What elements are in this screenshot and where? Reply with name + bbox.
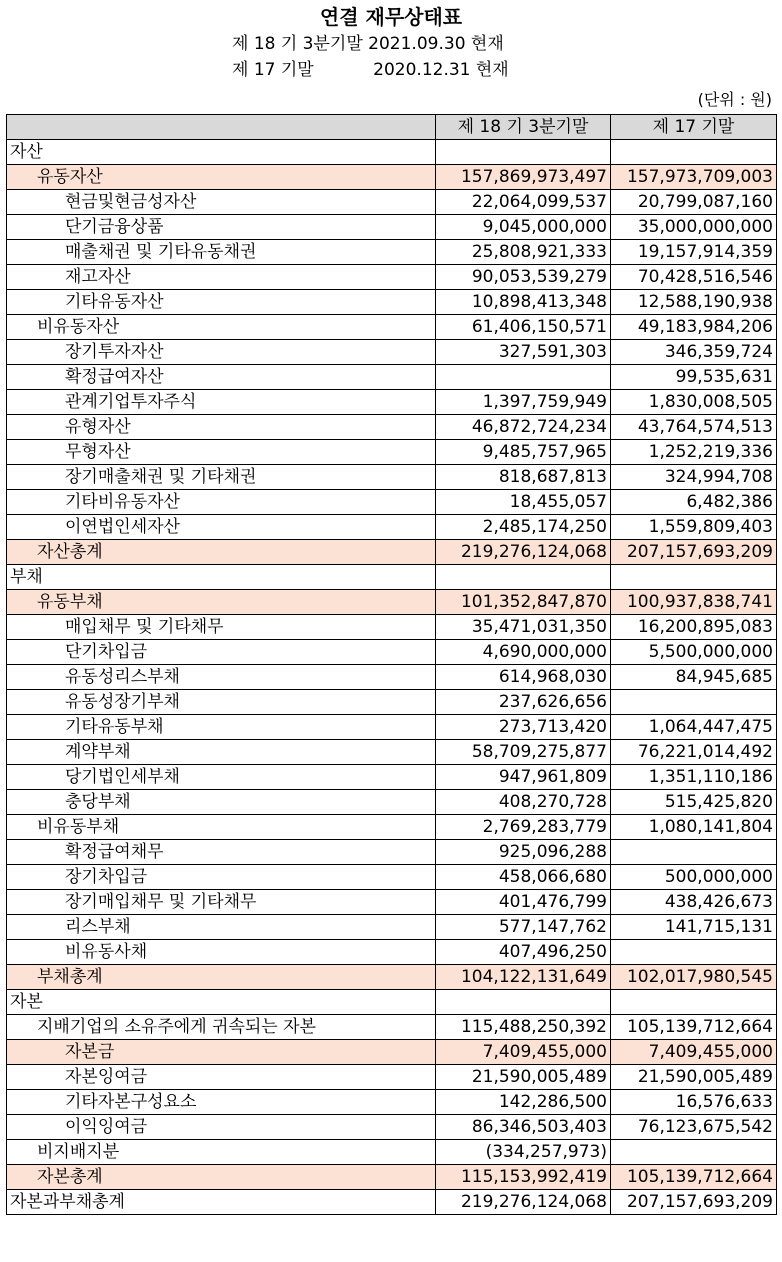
current-period-value — [436, 140, 611, 165]
current-period-value: 10,898,413,348 — [436, 290, 611, 315]
table-row — [7, 1040, 777, 1065]
prior-period-value: 105,139,712,664 — [611, 1165, 777, 1190]
table-row — [7, 1140, 777, 1165]
account-label: 자본총계 — [7, 1165, 436, 1190]
account-label: 매입채무 및 기타채무 — [7, 615, 436, 640]
current-period-value: 157,869,973,497 — [436, 165, 611, 190]
current-period-value: 1,397,759,949 — [436, 390, 611, 415]
account-label: 자본잉여금 — [7, 1065, 436, 1090]
prior-period-value — [611, 565, 777, 590]
account-label: 기타자본구성요소 — [7, 1090, 436, 1115]
prior-period-value: 19,157,914,359 — [611, 240, 777, 265]
account-label: 유동자산 — [7, 165, 436, 190]
account-label: 장기매출채권 및 기타채권 — [7, 465, 436, 490]
account-label: 자산 — [7, 140, 436, 165]
prior-period-value: 5,500,000,000 — [611, 640, 777, 665]
prior-period-value: 346,359,724 — [611, 340, 777, 365]
table-row — [7, 440, 777, 465]
prior-period-value: 76,221,014,492 — [611, 740, 777, 765]
prior-period-value: 105,139,712,664 — [611, 1015, 777, 1040]
table-row — [7, 565, 777, 590]
account-label: 유동성장기부채 — [7, 690, 436, 715]
table-row — [7, 815, 777, 840]
account-label: 비지배지분 — [7, 1140, 436, 1165]
table-row — [7, 965, 777, 990]
current-period-value: 401,476,799 — [436, 890, 611, 915]
prior-period-value: 12,588,190,938 — [611, 290, 777, 315]
current-period-value: 61,406,150,571 — [436, 315, 611, 340]
prior-period-value: 49,183,984,206 — [611, 315, 777, 340]
table-row — [7, 1190, 777, 1215]
prior-period-value: 35,000,000,000 — [611, 215, 777, 240]
table-row — [7, 640, 777, 665]
table-row — [7, 365, 777, 390]
table-row — [7, 465, 777, 490]
account-label: 리스부채 — [7, 915, 436, 940]
account-label: 이익잉여금 — [7, 1115, 436, 1140]
period-current: 제 18 기 3분기말 2021.09.30 현재 — [232, 34, 504, 54]
prior-period-value — [611, 990, 777, 1015]
account-label: 계약부채 — [7, 740, 436, 765]
current-period-value: 115,153,992,419 — [436, 1165, 611, 1190]
current-period-value: 7,409,455,000 — [436, 1040, 611, 1065]
account-label: 무형자산 — [7, 440, 436, 465]
current-period-value: 219,276,124,068 — [436, 540, 611, 565]
table-row — [7, 490, 777, 515]
prior-period-value: 141,715,131 — [611, 915, 777, 940]
account-label: 부채 — [7, 565, 436, 590]
table-row — [7, 690, 777, 715]
table-row — [7, 265, 777, 290]
account-label: 현금및현금성자산 — [7, 190, 436, 215]
table-body — [7, 140, 777, 1215]
table-row — [7, 590, 777, 615]
account-label: 기타유동자산 — [7, 290, 436, 315]
prior-period-value: 6,482,386 — [611, 490, 777, 515]
prior-period-value: 100,937,838,741 — [611, 590, 777, 615]
statement-title: 연결 재무상태표 — [319, 5, 463, 29]
account-label: 장기차입금 — [7, 865, 436, 890]
current-period-value: 2,769,283,779 — [436, 815, 611, 840]
table-row — [7, 765, 777, 790]
table-row — [7, 890, 777, 915]
unit-label: (단위 : 원) — [697, 90, 772, 109]
account-label: 재고자산 — [7, 265, 436, 290]
table-row — [7, 790, 777, 815]
prior-period-value: 438,426,673 — [611, 890, 777, 915]
current-period-value — [436, 990, 611, 1015]
current-period-value: 86,346,503,403 — [436, 1115, 611, 1140]
table-row — [7, 415, 777, 440]
prior-period-value: 76,123,675,542 — [611, 1115, 777, 1140]
account-label: 장기매입채무 및 기타채무 — [7, 890, 436, 915]
prior-period-value: 1,252,219,336 — [611, 440, 777, 465]
current-period-value: 947,961,809 — [436, 765, 611, 790]
table-row — [7, 1015, 777, 1040]
current-period-value — [436, 365, 611, 390]
current-period-value: 408,270,728 — [436, 790, 611, 815]
current-period-value: 2,485,174,250 — [436, 515, 611, 540]
header-account — [7, 115, 436, 140]
header-current-period: 제 18 기 3분기말 — [436, 115, 611, 140]
account-label: 부채총계 — [7, 965, 436, 990]
prior-period-value: 102,017,980,545 — [611, 965, 777, 990]
prior-period-value — [611, 690, 777, 715]
account-label: 단기차입금 — [7, 640, 436, 665]
prior-period-value — [611, 940, 777, 965]
prior-period-value: 99,535,631 — [611, 365, 777, 390]
account-label: 자산총계 — [7, 540, 436, 565]
table-row — [7, 1115, 777, 1140]
prior-period-value: 43,764,574,513 — [611, 415, 777, 440]
account-label: 기타비유동자산 — [7, 490, 436, 515]
current-period-value: 21,590,005,489 — [436, 1065, 611, 1090]
account-label: 비유동자산 — [7, 315, 436, 340]
account-label: 매출채권 및 기타유동채권 — [7, 240, 436, 265]
current-period-value: 18,455,057 — [436, 490, 611, 515]
current-period-value: 327,591,303 — [436, 340, 611, 365]
prior-period-value — [611, 840, 777, 865]
table-row — [7, 340, 777, 365]
table-row — [7, 390, 777, 415]
header-prior-period: 제 17 기말 — [611, 115, 777, 140]
current-period-value: 25,808,921,333 — [436, 240, 611, 265]
current-period-value — [436, 565, 611, 590]
current-period-value: 219,276,124,068 — [436, 1190, 611, 1215]
table-row — [7, 1090, 777, 1115]
account-label: 자본금 — [7, 1040, 436, 1065]
period-prior: 제 17 기말 2020.12.31 현재 — [232, 60, 509, 80]
current-period-value: 273,713,420 — [436, 715, 611, 740]
prior-period-value: 157,973,709,003 — [611, 165, 777, 190]
account-label: 확정급여자산 — [7, 365, 436, 390]
table-row — [7, 215, 777, 240]
account-label: 기타유동부채 — [7, 715, 436, 740]
prior-period-value: 7,409,455,000 — [611, 1040, 777, 1065]
prior-period-value: 1,064,447,475 — [611, 715, 777, 740]
account-label: 당기법인세부채 — [7, 765, 436, 790]
table-row — [7, 1165, 777, 1190]
current-period-value: 9,485,757,965 — [436, 440, 611, 465]
current-period-value: 22,064,099,537 — [436, 190, 611, 215]
table-row — [7, 315, 777, 340]
table-row — [7, 665, 777, 690]
current-period-value: 614,968,030 — [436, 665, 611, 690]
current-period-value: 407,496,250 — [436, 940, 611, 965]
current-period-value: 458,066,680 — [436, 865, 611, 890]
table-row — [7, 515, 777, 540]
prior-period-value: 16,576,633 — [611, 1090, 777, 1115]
account-label: 비유동부채 — [7, 815, 436, 840]
current-period-value: 577,147,762 — [436, 915, 611, 940]
prior-period-value: 207,157,693,209 — [611, 540, 777, 565]
header-row — [7, 115, 777, 140]
account-label: 자본과부채총계 — [7, 1190, 436, 1215]
current-period-value: 90,053,539,279 — [436, 265, 611, 290]
prior-period-value: 500,000,000 — [611, 865, 777, 890]
prior-period-value — [611, 140, 777, 165]
current-period-value: 46,872,724,234 — [436, 415, 611, 440]
account-label: 비유동사채 — [7, 940, 436, 965]
account-label: 자본 — [7, 990, 436, 1015]
table-row — [7, 1065, 777, 1090]
table-row — [7, 915, 777, 940]
table-row — [7, 140, 777, 165]
account-label: 유형자산 — [7, 415, 436, 440]
account-label: 유동성리스부채 — [7, 665, 436, 690]
account-label: 충당부채 — [7, 790, 436, 815]
table-row — [7, 990, 777, 1015]
table-row — [7, 165, 777, 190]
prior-period-value: 16,200,895,083 — [611, 615, 777, 640]
current-period-value: 4,690,000,000 — [436, 640, 611, 665]
current-period-value: 237,626,656 — [436, 690, 611, 715]
prior-period-value: 324,994,708 — [611, 465, 777, 490]
prior-period-value: 70,428,516,546 — [611, 265, 777, 290]
prior-period-value: 1,559,809,403 — [611, 515, 777, 540]
table-row — [7, 190, 777, 215]
account-label: 지배기업의 소유주에게 귀속되는 자본 — [7, 1015, 436, 1040]
table-row — [7, 540, 777, 565]
prior-period-value: 1,830,008,505 — [611, 390, 777, 415]
current-period-value: (334,257,973) — [436, 1140, 611, 1165]
prior-period-value: 1,351,110,186 — [611, 765, 777, 790]
current-period-value: 35,471,031,350 — [436, 615, 611, 640]
current-period-value: 9,045,000,000 — [436, 215, 611, 240]
prior-period-value: 1,080,141,804 — [611, 815, 777, 840]
account-label: 장기투자자산 — [7, 340, 436, 365]
account-label: 확정급여채무 — [7, 840, 436, 865]
table-row — [7, 615, 777, 640]
current-period-value: 142,286,500 — [436, 1090, 611, 1115]
table-row — [7, 740, 777, 765]
table-row — [7, 865, 777, 890]
current-period-value: 101,352,847,870 — [436, 590, 611, 615]
table-row — [7, 940, 777, 965]
account-label: 관계기업투자주식 — [7, 390, 436, 415]
prior-period-value — [611, 1140, 777, 1165]
account-label: 유동부채 — [7, 590, 436, 615]
table-row — [7, 840, 777, 865]
account-label: 단기금융상품 — [7, 215, 436, 240]
balance-sheet-table — [6, 114, 777, 1215]
current-period-value: 925,096,288 — [436, 840, 611, 865]
current-period-value: 58,709,275,877 — [436, 740, 611, 765]
account-label: 이연법인세자산 — [7, 515, 436, 540]
table-row — [7, 240, 777, 265]
prior-period-value: 21,590,005,489 — [611, 1065, 777, 1090]
prior-period-value: 84,945,685 — [611, 665, 777, 690]
prior-period-value: 515,425,820 — [611, 790, 777, 815]
table-row — [7, 290, 777, 315]
table-row — [7, 715, 777, 740]
prior-period-value: 20,799,087,160 — [611, 190, 777, 215]
current-period-value: 115,488,250,392 — [436, 1015, 611, 1040]
current-period-value: 818,687,813 — [436, 465, 611, 490]
prior-period-value: 207,157,693,209 — [611, 1190, 777, 1215]
current-period-value: 104,122,131,649 — [436, 965, 611, 990]
